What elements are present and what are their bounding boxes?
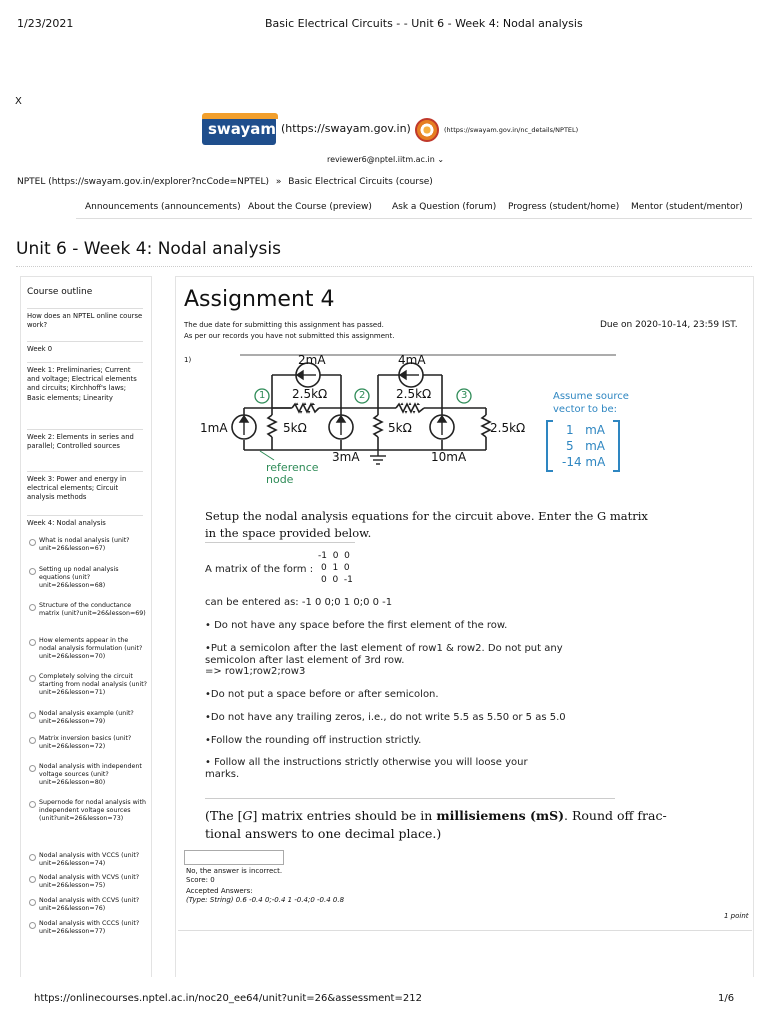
- lesson-label: Completely solving the circuit starting from nodal analysis (unit?unit=26&lesson=71): [39, 673, 148, 697]
- sidebar-title: Course outline: [27, 287, 93, 297]
- instruction-2a: •Put a semicolon after the last element of row1 & row2. Do not put any: [205, 643, 563, 654]
- divider: [205, 798, 615, 799]
- matrix-row-2: 0 1 0: [321, 563, 350, 573]
- user-menu[interactable]: [327, 155, 444, 164]
- units-emphasis: millisiemens (mS): [436, 808, 565, 823]
- node-label-1: 1: [259, 390, 266, 401]
- lesson-label: Nodal analysis with VCVS (unit?unit=26&lesson=75): [39, 874, 140, 890]
- radio-icon: [29, 539, 36, 546]
- footer-url: https://onlinecourses.nptel.ac.in/noc20_ee64/unit?unit=26&assessment=212: [34, 993, 422, 1004]
- instruction-2c: => row1;row2;row3: [205, 666, 306, 677]
- instruction-4: •Do not have any trailing zeros, i.e., do not write 5.5 as 5.50 or 5 as 5.0: [205, 712, 566, 723]
- due-passed-note: The due date for submitting this assignment has passed.: [184, 321, 384, 329]
- radio-icon: [29, 675, 36, 682]
- radio-icon: [29, 854, 36, 861]
- vector-row-1: 1 mA: [566, 423, 605, 437]
- lesson-label: Nodal analysis with CCVS (unit?unit=26&lesson=76): [39, 897, 140, 913]
- lesson-label: Nodal analysis example (unit?unit=26&lesson=79): [39, 710, 134, 726]
- lesson-item[interactable]: [29, 537, 147, 553]
- circuit-label-1ma: 1mA: [200, 421, 228, 435]
- source-vector: [546, 420, 620, 472]
- instruction-2b: semicolon after last element of 3rd row.: [205, 655, 405, 666]
- sidebar-item-week-4[interactable]: Week 4: Nodal analysis: [27, 515, 143, 528]
- circuit-label-2ma: 2mA: [298, 353, 326, 367]
- page-title: Unit 6 - Week 4: Nodal analysis: [16, 239, 281, 259]
- close-button[interactable]: X: [15, 96, 22, 107]
- setup-line-2: in the space provided below.: [205, 526, 372, 540]
- radio-icon: [29, 639, 36, 646]
- breadcrumb-separator: »: [275, 177, 282, 187]
- score-text: Score: 0: [186, 876, 215, 884]
- radio-icon: [29, 737, 36, 744]
- setup-line-1: Setup the nodal analysis equations for the circuit above. Enter the G matrix: [205, 509, 648, 523]
- due-date: Due on 2020-10-14, 23:59 IST.: [600, 320, 738, 330]
- radio-icon: [29, 568, 36, 575]
- vector-row-2: 5 mA: [566, 439, 605, 453]
- nav-announcements[interactable]: Announcements (announcements): [85, 202, 241, 212]
- print-date: 1/23/2021: [17, 17, 74, 30]
- swayam-logo[interactable]: [202, 113, 278, 149]
- node-label-3: 3: [461, 390, 468, 401]
- instruction-6a: • Follow all the instructions strictly otherwise you will loose your: [205, 757, 528, 768]
- lesson-label: Nodal analysis with independent voltage sources (unit?unit=26&lesson=80): [39, 763, 142, 787]
- lesson-item[interactable]: [29, 735, 147, 751]
- radio-icon: [29, 922, 36, 929]
- question-number: 1): [184, 356, 192, 364]
- user-email: reviewer6@nptel.iitm.ac.in: [327, 155, 435, 164]
- swayam-link[interactable]: (https://swayam.gov.in): [281, 122, 411, 135]
- nav-about[interactable]: About the Course (preview): [248, 202, 372, 212]
- circuit-label-4ma: 4mA: [398, 353, 426, 367]
- circuit-label-5k-a: 5kΩ: [283, 421, 307, 435]
- instruction-6b: marks.: [205, 769, 240, 780]
- units-text: ] matrix entries should be in: [252, 808, 437, 823]
- sidebar-item-week-1[interactable]: Week 1: Preliminaries; Current and voltage; Electrical elements and circuits; Kirchhoff's laws; Basic elements; Linearity: [27, 362, 143, 403]
- lesson-label: What is nodal analysis (unit?unit=26&lesson=67): [39, 537, 130, 553]
- vector-row-3: -14 mA: [562, 455, 606, 469]
- radio-icon: [29, 899, 36, 906]
- circuit-label-3ma: 3mA: [332, 450, 360, 464]
- instruction-1: • Do not have any space before the first element of the row.: [205, 620, 508, 631]
- lesson-item[interactable]: [29, 763, 147, 788]
- breadcrumb: [17, 177, 433, 187]
- lesson-item[interactable]: [29, 566, 147, 591]
- entered-as: can be entered as: -1 0 0;0 1 0;0 0 -1: [205, 597, 393, 608]
- divider: [178, 930, 752, 931]
- lesson-label: Nodal analysis with CCCS (unit?unit=26&lesson=77): [39, 920, 140, 936]
- lesson-label: Setting up nodal analysis equations (unit?unit=26&lesson=68): [39, 566, 119, 590]
- matrix-row-1: -1 0 0: [318, 551, 350, 561]
- matrix-label: A matrix of the form :: [205, 564, 314, 575]
- lesson-item[interactable]: [29, 799, 147, 824]
- matrix-row-3: 0 0 -1: [321, 575, 353, 585]
- units-note-2: tional answers to one decimal place.): [205, 826, 442, 841]
- logo-text: swayam: [208, 120, 276, 138]
- breadcrumb-course[interactable]: Basic Electrical Circuits (course): [288, 177, 433, 187]
- units-text: . Round off frac-: [564, 808, 667, 823]
- instruction-3: •Do not put a space before or after semicolon.: [205, 689, 439, 700]
- print-title: Basic Electrical Circuits - - Unit 6 - Week 4: Nodal analysis: [265, 17, 583, 30]
- chevron-down-icon: ⌄: [437, 155, 445, 164]
- accepted-label: Accepted Answers:: [186, 887, 253, 895]
- instruction-5: •Follow the rounding off instruction strictly.: [205, 735, 422, 746]
- lesson-item[interactable]: [29, 673, 147, 698]
- node-label-2: 2: [359, 390, 366, 401]
- radio-icon: [29, 801, 36, 808]
- vector-text: vector to be:: [553, 404, 617, 415]
- feedback-text: No, the answer is incorrect.: [186, 867, 283, 875]
- circuit-label-5k-b: 5kΩ: [388, 421, 412, 435]
- lesson-item[interactable]: [29, 710, 147, 726]
- lesson-item[interactable]: [29, 897, 147, 913]
- node-label: node: [266, 473, 294, 486]
- units-text: (The [: [205, 808, 243, 823]
- answer-input[interactable]: [184, 850, 284, 865]
- radio-icon: [29, 876, 36, 883]
- radio-icon: [29, 604, 36, 611]
- nav-progress[interactable]: Progress (student/home): [508, 202, 620, 212]
- circuit-label-r2: 2.5kΩ: [396, 387, 432, 401]
- not-submitted-note: As per our records you have not submitted this assignment.: [184, 332, 395, 340]
- circuit-label-2.5k: 2.5kΩ: [490, 421, 526, 435]
- nptel-link[interactable]: (https://swayam.gov.in/nc_details/NPTEL): [444, 126, 579, 134]
- nav-mentor[interactable]: Mentor (student/mentor): [631, 202, 743, 212]
- circuit-label-10ma: 10mA: [431, 450, 467, 464]
- assume-source-text: Assume source: [553, 391, 629, 402]
- units-note-1: [205, 808, 667, 823]
- nav-forum[interactable]: Ask a Question (forum): [392, 202, 497, 212]
- lesson-item[interactable]: [29, 852, 147, 868]
- circuit-label-r1: 2.5kΩ: [292, 387, 328, 401]
- lesson-item[interactable]: [29, 920, 147, 936]
- lesson-item[interactable]: [29, 874, 147, 890]
- footer-page: 1/6: [718, 993, 735, 1004]
- sidebar-item-week-2[interactable]: Week 2: Elements in series and parallel; Controlled sources: [27, 429, 143, 451]
- sidebar-item-week-0[interactable]: Week 0: [27, 341, 143, 354]
- units-text: G: [242, 808, 253, 823]
- lesson-label: Nodal analysis with VCCS (unit?unit=26&lesson=74): [39, 852, 140, 868]
- assignment-title: Assignment 4: [184, 287, 335, 312]
- divider: [205, 542, 355, 543]
- radio-icon: [29, 712, 36, 719]
- lesson-label: How elements appear in the nodal analysis formulation (unit?unit=26&lesson=70): [39, 637, 143, 661]
- lesson-label: Structure of the conductance matrix (unit?unit=26&lesson=69): [39, 602, 146, 618]
- nptel-logo-icon[interactable]: [415, 118, 439, 142]
- accepted-answer: (Type: String) 0.6 -0.4 0;-0.4 1 -0.4;0 -0.4 0.8: [186, 896, 345, 904]
- lesson-label: Supernode for nodal analysis with independent voltage sources (unit?unit=26&lesson=73): [39, 799, 147, 823]
- reference-label: reference: [266, 461, 319, 474]
- lesson-label: Matrix inversion basics (unit?unit=26&lesson=72): [39, 735, 132, 751]
- points-label: 1 point: [724, 912, 749, 920]
- breadcrumb-home[interactable]: NPTEL (https://swayam.gov.in/explorer?ncCode=NPTEL): [17, 177, 270, 187]
- radio-icon: [29, 765, 36, 772]
- title-divider: [16, 266, 752, 267]
- sidebar-item-week-3[interactable]: Week 3: Power and energy in electrical elements; Circuit analysis methods: [27, 471, 143, 503]
- sidebar-item-how-it-works[interactable]: How does an NPTEL online course work?: [27, 308, 143, 330]
- lesson-item[interactable]: [29, 602, 147, 618]
- lesson-item[interactable]: [29, 637, 147, 662]
